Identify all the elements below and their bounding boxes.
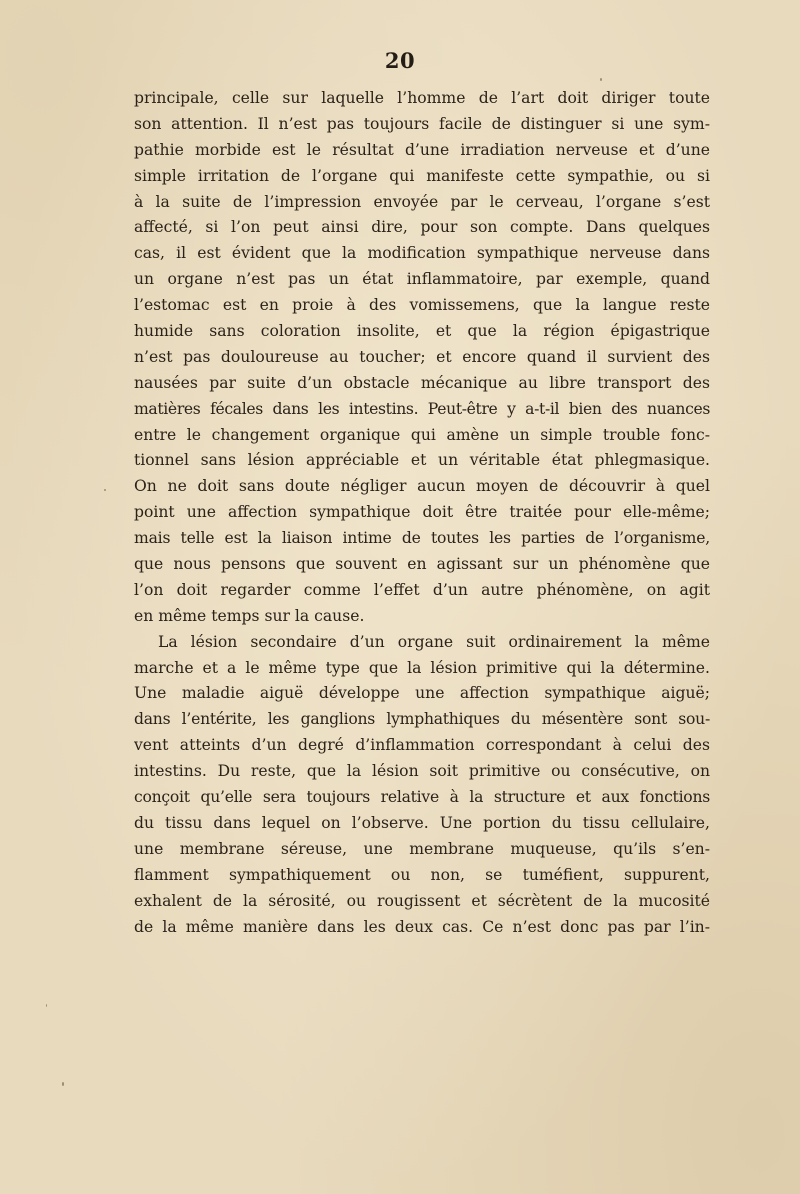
- text-line: que nous pensons que souvent en agissant sur un phénomène que: [134, 555, 710, 574]
- text-line: marche et a le même type que la lésion primitive qui la détermine.: [134, 658, 710, 677]
- text-line: intestins. Du reste, que la lésion soit primitive ou consécutive, on: [134, 762, 710, 781]
- text-line: simple irritation de l’organe qui manifeste cette sympathie, ou si: [134, 166, 710, 185]
- text-line: à la suite de l’impression envoyée par le cerveau, l’organe s’est: [134, 192, 710, 211]
- paper-speck: [600, 78, 602, 81]
- text-line: n’est pas douloureuse au toucher; et encore quand il survient des: [134, 347, 710, 366]
- text-line: une membrane séreuse, une membrane muqueuse, qu’ils s’en-: [134, 839, 710, 858]
- text-line: conçoit qu’elle sera toujours relative à la structure et aux fonctions: [134, 788, 710, 807]
- text-line: l’on doit regarder comme l’effet d’un autre phénomène, on agit: [134, 580, 710, 599]
- text-line: du tissu dans lequel on l’observe. Une portion du tissu cellulaire,: [134, 813, 710, 832]
- paragraph-start-line: La lésion secondaire d’un organe suit ordinairement la même: [158, 632, 710, 651]
- paper-speck: [62, 1082, 64, 1086]
- page-number: 20: [384, 48, 416, 73]
- text-line: matières fécales dans les intestins. Peut-être y a-t-il bien des nuances: [134, 399, 710, 418]
- text-line: un organe n’est pas un état inflammatoire, par exemple, quand: [134, 270, 710, 289]
- paper-speck: [46, 1004, 47, 1007]
- text-line: exhalent de la sérosité, ou rougissent et sécrètent de la mucosité: [134, 891, 710, 910]
- text-line: point une affection sympathique doit être traitée pour elle-même;: [134, 503, 710, 522]
- text-line: son attention. Il n’est pas toujours facile de distinguer si une sym-: [134, 114, 710, 133]
- text-line: Une maladie aiguë développe une affection sympathique aiguë;: [134, 684, 710, 703]
- text-line: dans l’entérite, les ganglions lymphathiques du mésentère sont sou-: [134, 710, 710, 729]
- text-line: On ne doit sans doute négliger aucun moyen de découvrir à quel: [134, 477, 710, 496]
- text-line: nausées par suite d’un obstacle mécanique au libre transport des: [134, 373, 710, 392]
- text-line: mais telle est la liaison intime de toutes les parties de l’organisme,: [134, 529, 710, 548]
- text-line: humide sans coloration insolite, et que la région épigastrique: [134, 322, 710, 341]
- text-line: pathie morbide est le résultat d’une irradiation nerveuse et d’une: [134, 140, 710, 159]
- text-line: cas, il est évident que la modification sympathique nerveuse dans: [134, 244, 710, 263]
- text-line: flamment sympathiquement ou non, se tuméfient, suppurent,: [134, 865, 710, 884]
- text-line: principale, celle sur laquelle l’homme de l’art doit diriger toute: [134, 89, 710, 107]
- text-line: l’estomac est en proie à des vomissemens, que la langue reste: [134, 296, 710, 315]
- text-line: de la même manière dans les deux cas. Ce n’est donc pas par l’in-: [134, 917, 710, 936]
- body-text: [134, 86, 710, 940]
- paper-speck: [104, 489, 106, 491]
- text-line: en même temps sur la cause.: [134, 606, 365, 625]
- text-line: affecté, si l’on peut ainsi dire, pour son compte. Dans quelques: [134, 218, 710, 237]
- text-line: vent atteints d’un degré d’inflammation correspondant à celui des: [134, 736, 710, 755]
- text-line: tionnel sans lésion appréciable et un véritable état phlegmasique.: [134, 451, 710, 470]
- text-line: entre le changement organique qui amène un simple trouble fonc-: [134, 425, 710, 444]
